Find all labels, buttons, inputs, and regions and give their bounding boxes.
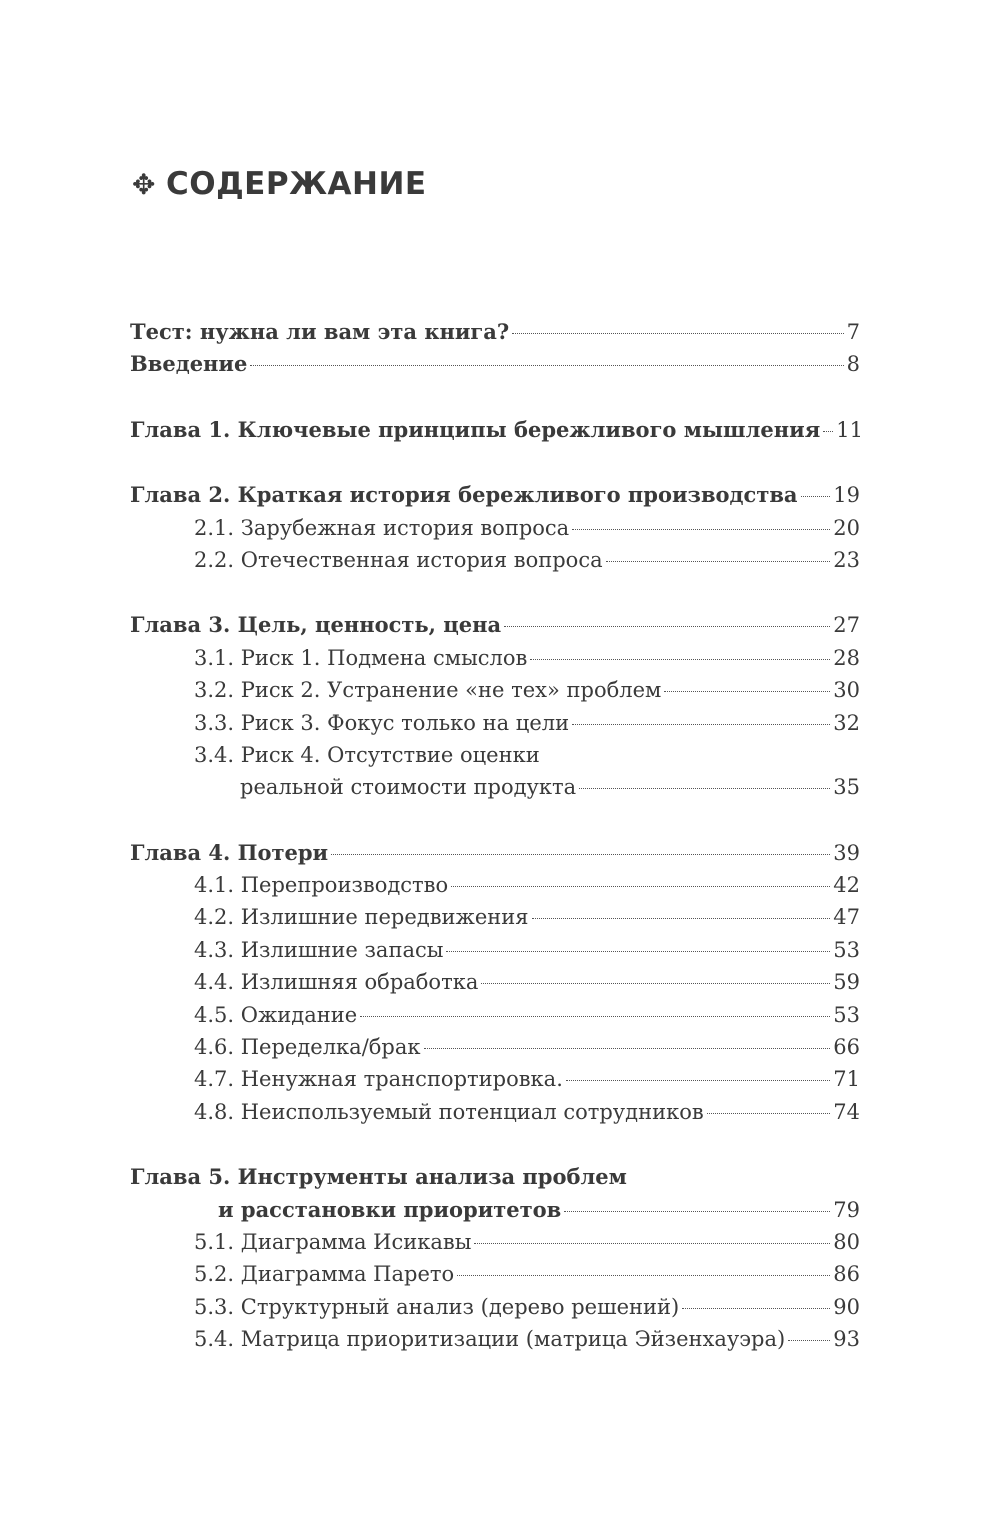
toc-entry-label: Тест: нужна ли вам эта книга? — [130, 319, 510, 344]
page-title — [132, 166, 427, 202]
toc-page-number: 53 — [833, 1002, 860, 1027]
toc-page-number: 32 — [833, 710, 860, 735]
table-of-contents — [130, 316, 863, 1356]
dot-leader — [532, 918, 831, 919]
toc-section-3-3[interactable] — [130, 707, 860, 739]
dot-leader — [250, 365, 843, 366]
toc-chapter-5-continuation[interactable] — [130, 1194, 860, 1226]
toc-section-5-4[interactable] — [130, 1323, 860, 1355]
toc-page-number: 7 — [846, 320, 860, 344]
toc-entry-label: 4.4. Излишняя обработка — [194, 970, 479, 995]
toc-entry-label: 4.6. Переделка/брак — [194, 1035, 421, 1060]
toc-section-4-4[interactable] — [130, 966, 860, 998]
toc-entry-label: Глава 3. Цель, ценность, цена — [130, 612, 502, 638]
toc-chapter-2[interactable] — [130, 479, 860, 511]
toc-section-3-4-continuation[interactable] — [130, 771, 860, 803]
toc-page-number: 19 — [833, 483, 860, 508]
toc-page-number: 53 — [833, 937, 860, 962]
toc-page-number: 35 — [833, 775, 860, 800]
toc-chapter-4[interactable] — [130, 837, 860, 869]
dot-leader — [360, 1016, 830, 1017]
toc-page-number: 59 — [833, 970, 860, 995]
toc-entry-label: 5.1. Диаграмма Исикавы — [194, 1229, 472, 1254]
toc-entry-label: 4.1. Перепроизводство — [194, 873, 449, 898]
toc-page-number: 80 — [833, 1229, 860, 1254]
toc-page-number: 8 — [846, 352, 860, 377]
toc-chapter-1[interactable] — [130, 414, 863, 446]
toc-page-number: 74 — [833, 1099, 860, 1124]
toc-chapter-5[interactable] — [130, 1161, 860, 1193]
toc-section-2-2[interactable] — [130, 544, 860, 576]
dot-leader — [504, 626, 830, 627]
toc-entry-label: Введение — [130, 351, 248, 377]
toc-page-number: 90 — [833, 1294, 860, 1319]
toc-entry-label: 3.1. Риск 1. Подмена смыслов — [194, 645, 528, 670]
toc-entry-label: Глава 2. Краткая история бережливого производства — [130, 482, 798, 508]
toc-section-3-1[interactable] — [130, 642, 860, 674]
toc-page-number: 71 — [833, 1067, 860, 1092]
toc-page-number: 20 — [833, 515, 860, 540]
ornament-icon: ✥ — [132, 168, 156, 201]
toc-entry-label: Глава 5. Инструменты анализа проблем — [130, 1164, 627, 1190]
toc-page-number: 27 — [833, 613, 860, 638]
toc-section-5-1[interactable] — [130, 1226, 860, 1258]
toc-section-4-6[interactable] — [130, 1031, 860, 1063]
toc-page-number: 93 — [833, 1327, 860, 1352]
toc-entry-label: 5.3. Структурный анализ (дерево решений) — [194, 1294, 680, 1319]
toc-page-number: 28 — [833, 645, 860, 670]
dot-leader — [664, 691, 830, 692]
toc-page-number: 23 — [833, 547, 860, 572]
toc-entry-introduction[interactable] — [130, 348, 860, 380]
toc-page-number: 30 — [833, 678, 860, 703]
dot-leader — [481, 983, 830, 984]
dot-leader — [424, 1048, 831, 1049]
dot-leader — [331, 854, 830, 855]
toc-section-4-3[interactable] — [130, 934, 860, 966]
toc-section-2-1[interactable] — [130, 512, 860, 544]
toc-entry-label: Глава 4. Потери — [130, 839, 329, 865]
toc-section-4-5[interactable] — [130, 999, 860, 1031]
toc-entry-label: 2.2. Отечественная история вопроса — [194, 547, 603, 572]
toc-page-number: 42 — [833, 873, 860, 898]
toc-section-5-2[interactable] — [130, 1258, 860, 1290]
toc-page-number: 11 — [836, 417, 863, 442]
toc-entry-label: и расстановки приоритетов — [218, 1196, 562, 1222]
toc-entry-label: 4.7. Ненужная транспортировка. — [194, 1067, 563, 1092]
toc-entry-label: реальной стоимости продукта — [240, 775, 577, 800]
page-title-text: СОДЕРЖАНИЕ — [165, 166, 427, 202]
toc-section-3-2[interactable] — [130, 674, 860, 706]
toc-entry-label: Глава 1. Ключевые принципы бережливого мышления — [130, 416, 821, 442]
toc-entry-label: 4.8. Неиспользуемый потенциал сотрудников — [194, 1099, 704, 1124]
toc-entry-test[interactable] — [130, 316, 860, 348]
dot-leader — [788, 1340, 830, 1341]
toc-entry-label: 4.5. Ожидание — [194, 1002, 358, 1027]
dot-leader — [564, 1211, 830, 1212]
dot-leader — [572, 529, 830, 530]
toc-entry-label: 3.3. Риск 3. Фокус только на цели — [194, 710, 570, 735]
dot-leader — [512, 333, 843, 334]
dot-leader — [474, 1243, 830, 1244]
dot-leader — [707, 1113, 831, 1114]
toc-entry-label: 4.3. Излишние запасы — [194, 937, 444, 962]
toc-entry-label: 5.2. Диаграмма Парето — [194, 1262, 455, 1287]
toc-page-number: 47 — [833, 905, 860, 930]
toc-entry-label: 3.4. Риск 4. Отсутствие оценки — [194, 742, 540, 767]
toc-page-number: 39 — [833, 840, 860, 865]
dot-leader — [801, 496, 831, 497]
dot-leader — [446, 951, 830, 952]
toc-page-number: 79 — [833, 1197, 860, 1222]
toc-section-5-3[interactable] — [130, 1291, 860, 1323]
dot-leader — [682, 1308, 830, 1309]
toc-entry-label: 5.4. Матрица приоритизации (матрица Эйзенхауэра) — [194, 1327, 786, 1352]
dot-leader — [606, 561, 831, 562]
toc-entry-label: 2.1. Зарубежная история вопроса — [194, 515, 570, 540]
dot-leader — [451, 886, 830, 887]
toc-section-4-2[interactable] — [130, 901, 860, 933]
dot-leader — [566, 1080, 830, 1081]
toc-section-4-7[interactable] — [130, 1063, 860, 1095]
toc-chapter-3[interactable] — [130, 609, 860, 641]
toc-entry-label: 4.2. Излишние передвижения — [194, 905, 529, 930]
toc-entry-label: 3.2. Риск 2. Устранение «не тех» проблем — [194, 678, 662, 703]
toc-section-4-1[interactable] — [130, 869, 860, 901]
dot-leader — [579, 788, 830, 789]
toc-section-3-4[interactable] — [130, 739, 860, 771]
dot-leader — [530, 659, 830, 660]
dot-leader — [572, 724, 830, 725]
toc-page-number: 66 — [833, 1035, 860, 1060]
toc-page-number: 86 — [833, 1262, 860, 1287]
dot-leader — [457, 1275, 830, 1276]
dot-leader — [823, 431, 833, 432]
toc-section-4-8[interactable] — [130, 1096, 860, 1128]
